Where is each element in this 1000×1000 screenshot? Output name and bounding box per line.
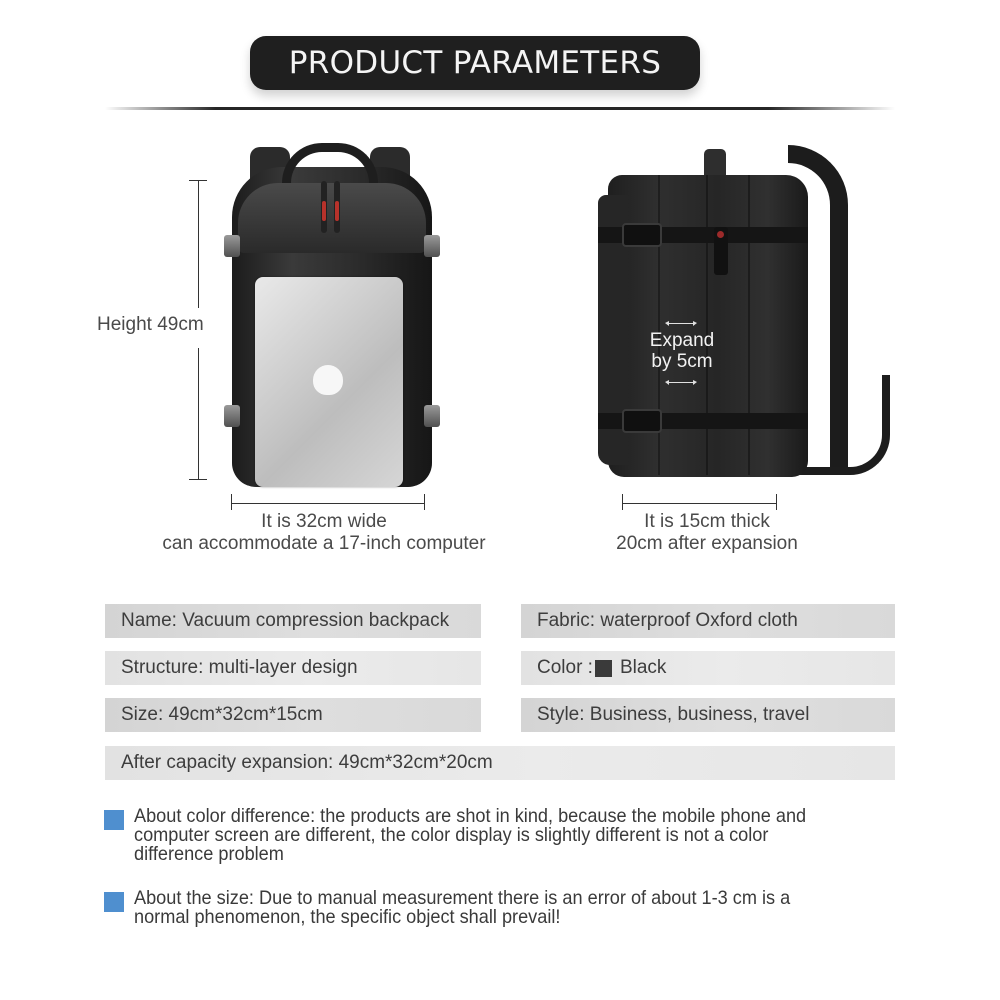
height-dimension-bottom-cap — [189, 479, 207, 480]
side-buckle-icon — [424, 235, 440, 257]
thickness-caption-line1: It is 15cm thick — [644, 511, 770, 532]
expand-label-line1: Expand — [649, 330, 715, 351]
note-text: About color difference: the products are shot in kind, because the mobile phone and computer screen are different, the color display is slightly different is not a color difference problem — [134, 805, 807, 865]
note-color-difference — [104, 807, 904, 864]
param-name — [105, 604, 481, 638]
side-buckle-icon — [224, 235, 240, 257]
param-name-text: Name: Vacuum compression backpack — [121, 610, 450, 631]
expand-label-line2: by 5cm — [651, 351, 713, 372]
param-color-label: Color : — [537, 657, 593, 678]
note-marker-icon — [104, 810, 124, 830]
width-caption — [110, 511, 538, 555]
height-dimension-line-upper — [198, 180, 199, 308]
note-marker-icon — [104, 892, 124, 912]
combination-lock-icon — [714, 227, 728, 275]
zipper-pull-left — [321, 181, 327, 233]
param-style — [521, 698, 895, 732]
thickness-dimension-right-cap — [776, 494, 777, 510]
param-size-text: Size: 49cm*32cm*15cm — [121, 704, 323, 725]
buckle-icon — [622, 223, 662, 247]
param-style-text: Style: Business, business, travel — [537, 704, 810, 725]
buckle-icon — [622, 409, 662, 433]
thickness-caption-line2: 20cm after expansion — [616, 533, 798, 554]
top-compartment — [238, 183, 426, 253]
expand-arrow-icon — [668, 323, 694, 324]
width-caption-line1: It is 32cm wide — [261, 511, 387, 532]
height-dimension-line-lower — [198, 348, 199, 479]
expand-arrow-icon — [668, 382, 694, 383]
top-handle — [282, 143, 378, 183]
expansion-seam — [748, 175, 750, 475]
side-buckle-icon — [424, 405, 440, 427]
width-dimension-right-cap — [424, 494, 425, 510]
width-caption-line2: can accommodate a 17-inch computer — [162, 533, 486, 554]
backpack-side-image — [598, 145, 898, 485]
section-title-banner — [250, 36, 700, 90]
width-dimension-line — [231, 503, 424, 504]
laptop-image — [255, 277, 403, 487]
param-structure-text: Structure: multi-layer design — [121, 657, 358, 678]
param-color — [521, 651, 895, 685]
height-label: Height 49cm — [97, 314, 204, 335]
param-size — [105, 698, 481, 732]
param-structure — [105, 651, 481, 685]
param-fabric — [521, 604, 895, 638]
apple-logo-icon — [313, 365, 343, 395]
thickness-dimension-left-cap — [622, 494, 623, 510]
param-expanded-text: After capacity expansion: 49cm*32cm*20cm — [121, 752, 493, 773]
zipper-pull-right — [334, 181, 340, 233]
width-dimension-left-cap — [231, 494, 232, 510]
param-expanded-size — [105, 746, 895, 780]
param-color-value: Black — [619, 657, 667, 678]
note-size — [104, 889, 904, 927]
param-fabric-text: Fabric: waterproof Oxford cloth — [537, 610, 798, 631]
thickness-caption — [588, 511, 826, 555]
lower-strap — [798, 375, 890, 475]
expand-label — [637, 330, 727, 372]
expansion-seam — [706, 175, 708, 475]
note-text: About the size: Due to manual measurement there is an error of about 1-3 cm is a normal phenomenon, the specific object shall prevail! — [134, 887, 791, 928]
color-swatch-icon — [595, 660, 612, 677]
section-title: PRODUCT PARAMETERS — [288, 45, 662, 81]
side-buckle-icon — [224, 405, 240, 427]
title-divider — [105, 107, 895, 110]
backpack-front-image — [222, 143, 440, 493]
thickness-dimension-line — [622, 503, 776, 504]
